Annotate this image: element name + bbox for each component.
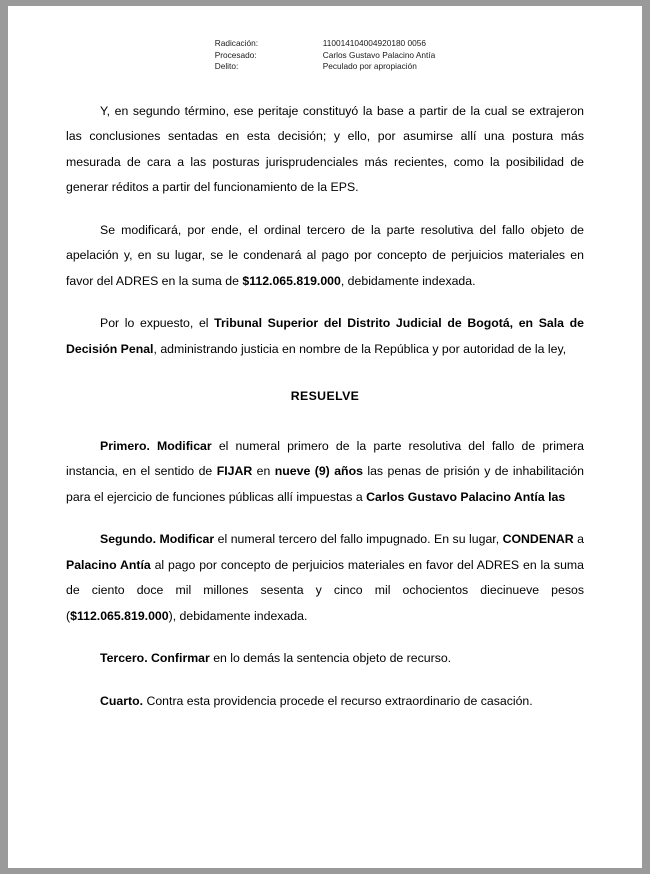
header-label-radicacion: Radicación: [214,38,259,48]
header-value-delito: Peculado por apropiación [322,61,417,71]
document-header [66,38,584,73]
paragraph-modificacion-ordinal-tercero: Se modificará, por ende, el ordinal tercero de la parte resolutiva del fallo objeto de apelación y, en su lugar, se le condenará al pago por concepto de perjuicios materiales en favor del ADRES en la suma de $112.065.819.000, debidamente indexada. [66,222,584,288]
header-label-delito: Delito: [214,61,239,71]
header-row [215,50,436,62]
paragraph-resuelve-segundo: Segundo. Modificar el numeral tercero del fallo impugnado. En su lugar, CONDENAR a Palacino Antía al pago por concepto de perjuicios materiales en favor del ADRES en la suma de ciento doce mil millones sesenta y cinco mil ochocientos diecinueve pesos ($112.065.819.000), debidamente indexada. [66,532,585,623]
paragraph-resuelve-primero: Primero. Modificar el numeral primero de la parte resolutiva del fallo de primera instancia, en el sentido de FIJAR en nueve (9) años las penas de prisión y de inhabilitación para el ejercicio de funciones públicas allí impuestas a Carlos Gustavo Palacino Antía las [66,438,585,504]
paragraph-tribunal-administrando-justicia: Por lo expuesto, el Tribunal Superior del Distrito Judicial de Bogotá, en Sala de Decisión Penal, administrando justicia en nombre de la República y por autoridad de la ley, [66,316,584,356]
paragraph-antecedente-peritaje: Y, en segundo término, ese peritaje constituyó la base a partir de la cual se extrajeron las conclusiones sentadas en esta decisión; y ello, por asumirse allí una postura más mesurada de cara a las posturas jurisprudenciales más recientes, como la posibilidad de generar réditos a partir del funcionamiento de la EPS. [66,103,584,194]
document-page [8,6,642,868]
header-row [215,38,436,50]
paragraph-resuelve-tercero: Tercero. Confirmar en lo demás la sentencia objeto de recurso. [100,651,452,665]
paragraph-resuelve-cuarto: Cuarto. Contra esta providencia procede el recurso extraordinario de casación. [100,693,533,708]
header-value-radicacion: 110014104004920180 0056 [322,38,426,48]
header-value-procesado: Carlos Gustavo Palacino Antía [322,49,436,60]
header-row [215,61,436,73]
heading-resuelve: RESUELVE [290,389,360,403]
header-metadata-table [215,38,436,73]
header-label-procesado: Procesado: [214,49,257,60]
